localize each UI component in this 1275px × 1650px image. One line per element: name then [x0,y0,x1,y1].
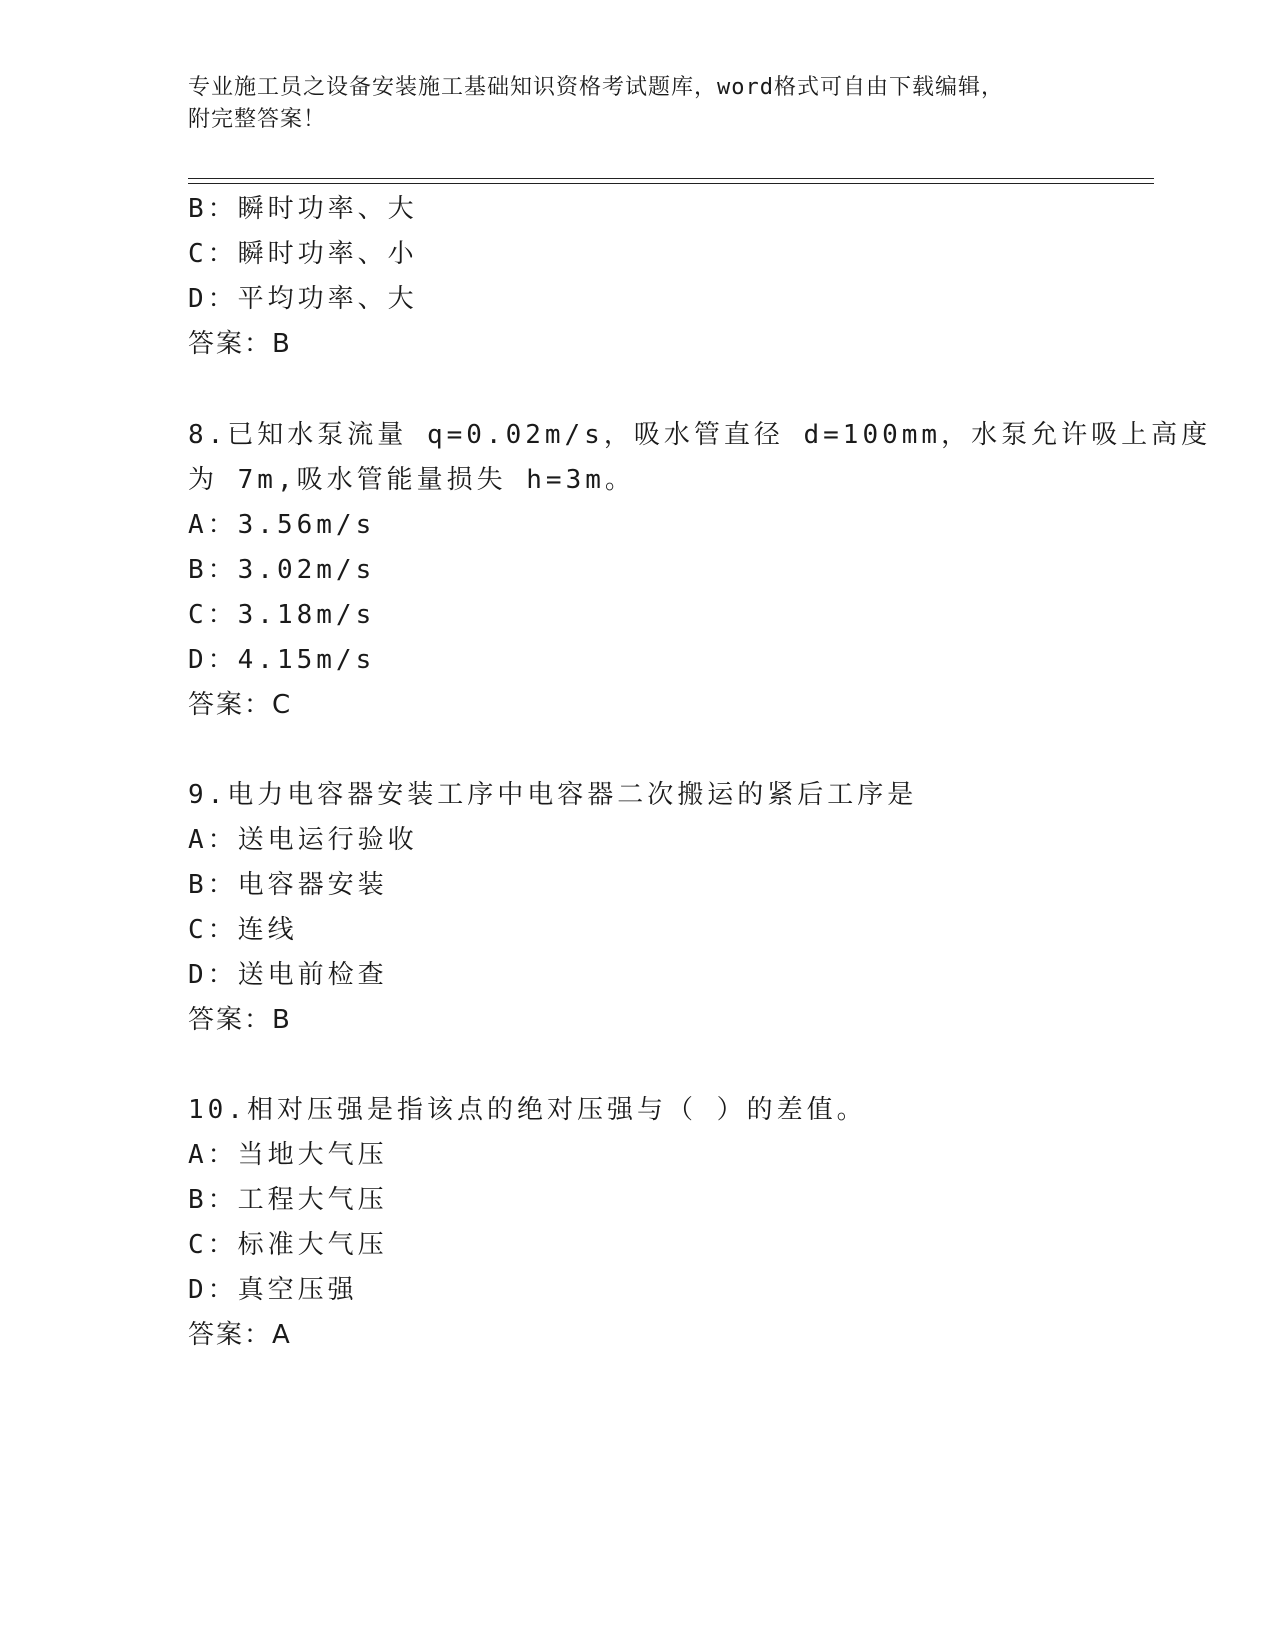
option-c: C：瞬时功率、小 [188,239,418,269]
option-b: B：3.02m/s [188,555,376,585]
answer: 答案：A [188,1320,292,1350]
header-line-1: 专业施工员之设备安装施工基础知识资格考试题库，word格式可自由下载编辑， [188,75,1004,100]
answer: 答案：C [188,690,293,720]
question-stem: 10.相对压强是指该点的绝对压强与（ ）的差值。 [188,1095,867,1125]
option-a: A：3.56m/s [188,510,376,540]
option-a: A：当地大气压 [188,1140,388,1170]
answer: 答案：B [188,1005,292,1035]
option-d: D：平均功率、大 [188,284,418,314]
answer: 答案：B [188,329,292,359]
option-c: C：标准大气压 [188,1230,388,1260]
option-d: D：4.15m/s [188,645,376,675]
header-rule-top [188,178,1154,179]
option-b: B：电容器安装 [188,870,388,900]
question-stem-continued: 为 7m,吸水管能量损失 h=3m。 [188,465,635,495]
header-rule-bottom [188,183,1154,184]
question-stem: 8.已知水泵流量 q=0.02m/s，吸水管直径 d=100mm，水泵允许吸上高度 [188,420,1212,450]
option-c: C：连线 [188,915,298,945]
option-d: D：真空压强 [188,1275,358,1305]
header-line-2: 附完整答案！ [188,107,327,132]
option-a: A：送电运行验收 [188,825,418,855]
option-d: D：送电前检查 [188,960,388,990]
question-stem: 9.电力电容器安装工序中电容器二次搬运的紧后工序是 [188,780,918,810]
option-b: B：瞬时功率、大 [188,194,418,224]
document-header [188,72,1088,136]
option-c: C：3.18m/s [188,600,376,630]
option-b: B：工程大气压 [188,1185,388,1215]
